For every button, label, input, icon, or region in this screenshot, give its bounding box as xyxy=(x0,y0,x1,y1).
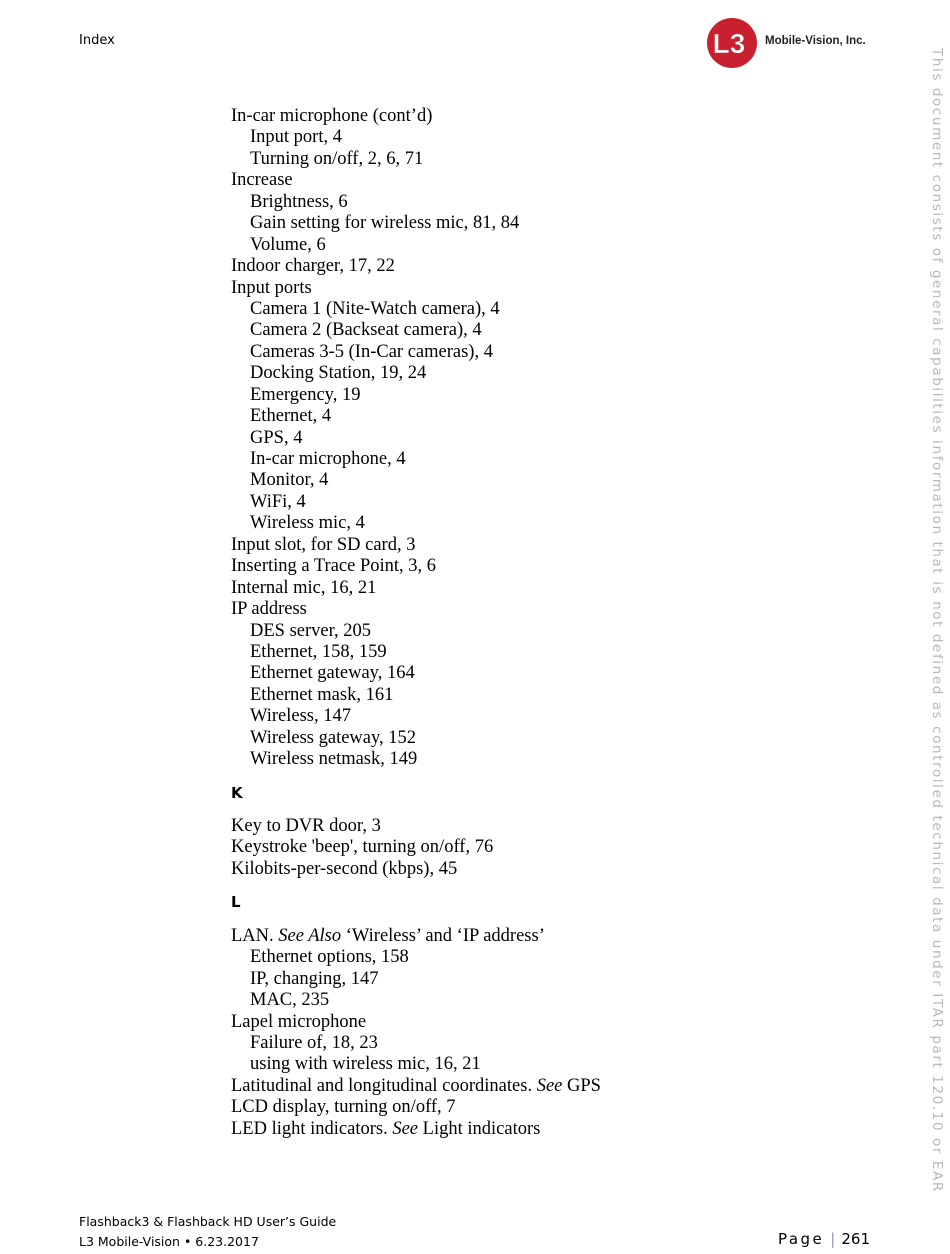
index-subentry: Monitor, 4 xyxy=(250,470,329,491)
index-subentry: Ethernet mask, 161 xyxy=(250,684,394,705)
index-subentry: Volume, 6 xyxy=(250,234,326,255)
index-entry: Indoor charger, 17, 22 xyxy=(231,256,395,277)
index-subentry: Ethernet, 158, 159 xyxy=(250,641,387,662)
index-entry-latitudinal xyxy=(231,1076,851,1097)
index-entry: Kilobits-per-second (kbps), 45 xyxy=(231,858,458,879)
page-number-block xyxy=(778,1230,870,1248)
logo-mark: L3 xyxy=(712,28,746,59)
page-word: Page xyxy=(777,1230,825,1248)
lan-subentries xyxy=(231,947,851,1011)
itar-notice: This document consists of general capabilities information that is not defined as controlled technical data under ITAR part 120.10 or EAR xyxy=(929,48,945,1193)
entry-text: GPS xyxy=(562,1075,601,1096)
index-entry: Keystroke 'beep', turning on/off, 76 xyxy=(231,837,494,858)
index-entry-lan xyxy=(231,926,851,947)
index-subentry: GPS, 4 xyxy=(250,427,303,448)
footer-company-date: L3 Mobile-Vision • 6.23.2017 xyxy=(79,1234,259,1249)
index-section-i xyxy=(231,106,851,771)
index-entry: Inserting a Trace Point, 3, 6 xyxy=(231,556,437,577)
index-entry: In-car microphone (cont’d) xyxy=(231,106,433,126)
index-entry: Internal mic, 16, 21 xyxy=(231,577,377,598)
index-subentry: Brightness, 6 xyxy=(250,191,348,212)
index-subentry: IP, changing, 147 xyxy=(250,968,379,989)
entry-text: LED light indicators. xyxy=(231,1118,393,1139)
index-entry: Input ports xyxy=(231,277,312,298)
index-subentry: Wireless, 147 xyxy=(250,706,351,727)
index-subentry: Camera 1 (Nite-Watch camera), 4 xyxy=(250,298,500,319)
index-section-l xyxy=(231,926,851,1140)
index-subentry: using with wireless mic, 16, 21 xyxy=(250,1054,481,1075)
page-number: 261 xyxy=(841,1230,870,1248)
index-section-k xyxy=(231,816,851,880)
index-subentry: Cameras 3-5 (In-Car cameras), 4 xyxy=(250,341,493,362)
logo-company-name: Mobile-Vision, Inc. xyxy=(765,35,866,47)
index-entry-led xyxy=(231,1119,851,1140)
index-entry: Lapel microphone xyxy=(231,1011,367,1032)
entry-text: ‘Wireless’ and ‘IP address’ xyxy=(341,925,545,946)
index-subentry: In-car microphone, 4 xyxy=(250,449,406,469)
entry-text: Latitudinal and longitudinal coordinates. xyxy=(231,1075,537,1096)
index-subentry: MAC, 235 xyxy=(250,990,330,1011)
index-subentry: WiFi, 4 xyxy=(250,491,306,512)
index-subentry: Wireless netmask, 149 xyxy=(250,749,418,770)
index-list xyxy=(231,106,851,1140)
index-subentry: Turning on/off, 2, 6, 71 xyxy=(250,148,424,169)
index-subentry: Gain setting for wireless mic, 81, 84 xyxy=(250,213,520,234)
index-subentry: Ethernet gateway, 164 xyxy=(250,663,415,684)
index-entry: Key to DVR door, 3 xyxy=(231,816,381,836)
index-subentry: Emergency, 19 xyxy=(250,384,361,405)
footer-guide-title: Flashback3 & Flashback HD User’s Guide xyxy=(79,1214,337,1229)
section-letter-k: K xyxy=(231,783,243,802)
lapel-entries xyxy=(231,1012,851,1076)
index-subentry: Camera 2 (Backseat camera), 4 xyxy=(250,320,482,341)
index-entry: Increase xyxy=(231,170,293,191)
entry-text: Light indicators xyxy=(418,1118,541,1139)
index-subentry: Wireless mic, 4 xyxy=(250,513,365,534)
index-entry-lcd: LCD display, turning on/off, 7 xyxy=(231,1097,456,1118)
index-subentry: Ethernet options, 158 xyxy=(250,947,409,968)
index-subentry: DES server, 205 xyxy=(250,620,372,641)
l3-logo-icon xyxy=(705,16,765,70)
index-entry: IP address xyxy=(231,599,307,620)
footer-info xyxy=(79,1212,336,1252)
company-logo xyxy=(705,16,875,70)
index-subentry: Ethernet, 4 xyxy=(250,406,332,427)
header-section-label: Index xyxy=(79,33,115,48)
index-subentry: Input port, 4 xyxy=(250,127,342,148)
index-subentry: Wireless gateway, 152 xyxy=(250,727,417,748)
entry-text: LAN. xyxy=(231,925,279,946)
index-subentry: Failure of, 18, 23 xyxy=(250,1032,378,1053)
see-also-ref: See Also xyxy=(278,925,342,946)
index-subentry: Docking Station, 19, 24 xyxy=(250,363,427,384)
section-letter-l: L xyxy=(231,893,241,912)
page-separator: | xyxy=(830,1230,836,1248)
see-ref: See xyxy=(392,1118,419,1139)
index-entry: Input slot, for SD card, 3 xyxy=(231,534,416,555)
see-ref: See xyxy=(536,1075,563,1096)
